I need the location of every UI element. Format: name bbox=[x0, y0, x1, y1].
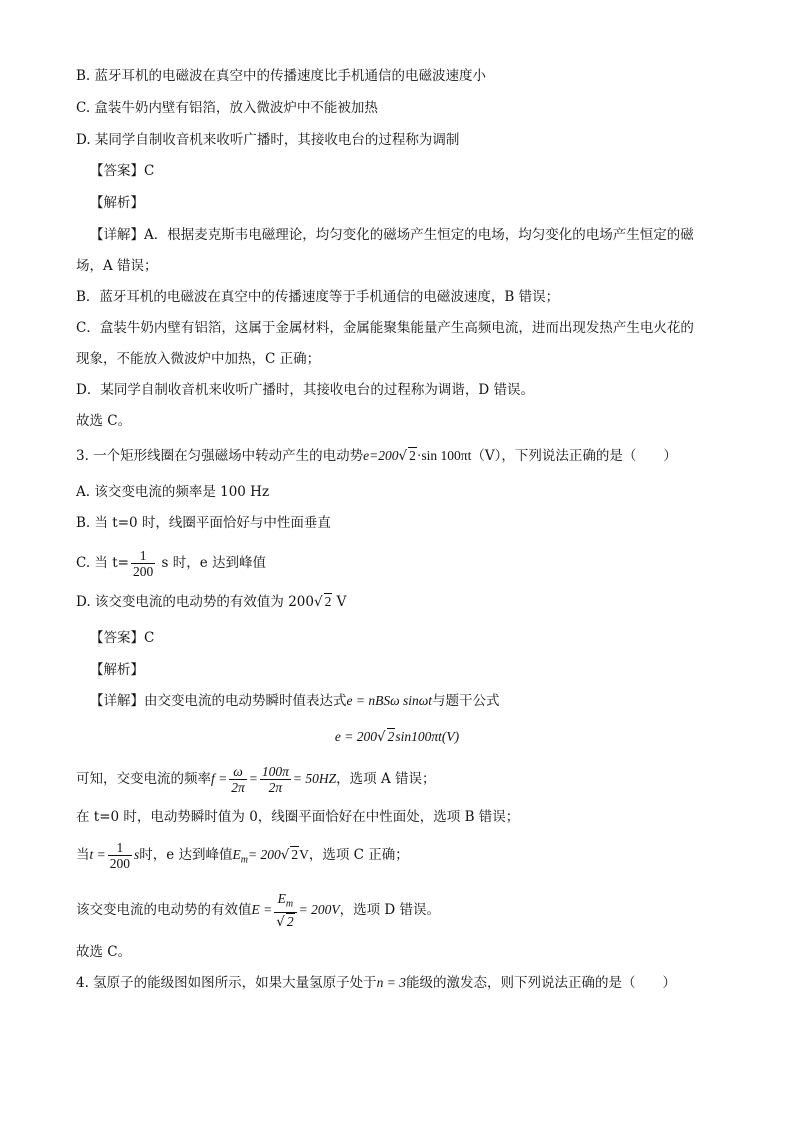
q3-peak-subscript: m bbox=[240, 854, 249, 866]
q4-stem-tail: 能级的激发态，则下列说法正确的是（ ） bbox=[406, 975, 677, 991]
q3-detail-line-1-text: 【详解】由交变电流的电动势瞬时值表达式 bbox=[90, 693, 347, 709]
q3-time-unit: s bbox=[134, 847, 140, 862]
q4-stem-equation: n = 3 bbox=[376, 975, 407, 990]
q3-detail-line-5-tail: ，选项 D 错误。 bbox=[339, 901, 440, 918]
q3-detail-line-4-tail: ，选项 C 正确； bbox=[308, 847, 409, 863]
q2-detail-line-2: 场，A 错误； bbox=[76, 258, 158, 274]
q3-detail-line-5 bbox=[76, 891, 440, 930]
q3-option-c-tail: s 时，e 达到峰值 bbox=[157, 555, 267, 571]
q3-frequency-result: = 50HZ bbox=[292, 771, 337, 786]
q3-frequency-fraction-2 bbox=[260, 764, 291, 795]
q2-detail-line-3: B．蓝牙耳机的电磁波在真空中的传播速度等于手机通信的电磁波速度，B 错误； bbox=[76, 289, 560, 305]
q3-option-d-text: D. 该交变电流的电动势的有效值为 200 bbox=[76, 594, 314, 610]
q3-option-c-denominator: 200 bbox=[132, 564, 154, 579]
q3-peak-unit: V bbox=[299, 847, 309, 862]
q2-option-d: D. 某同学自制收音机来收听广播时，其接收电台的过程称为调制 bbox=[76, 132, 460, 148]
q3-peak-equals: = 200 bbox=[248, 847, 281, 862]
q2-detail-line-4: C．盒装牛奶内壁有铝箔，这属于金属材料，金属能聚集能量产生高频电流，进而出现发热产生电火花的 bbox=[76, 320, 694, 336]
q3-detail-line-1 bbox=[90, 691, 500, 711]
q3-stem-text: 3. 一个矩形线圈在匀强磁场中转动产生的电动势 bbox=[76, 448, 364, 464]
q3-option-d-radicand: 2 bbox=[324, 594, 332, 609]
q3-stem: 3. 一个矩形线圈在匀强磁场中转动产生的电动势e=200√ 2·sin 100πt（V），下列说法正确的是（ ） bbox=[76, 448, 677, 464]
q2-option-b: B. 蓝牙耳机的电磁波在真空中的传播速度比手机通信的电磁波速度小 bbox=[76, 68, 487, 84]
q3-effective-numerator-symbol: E bbox=[277, 891, 286, 906]
q3-option-d: D. 该交变电流的电动势的有效值为 200√ 2 V bbox=[76, 594, 347, 610]
q2-detail-line-5: 现象，不能放入微波炉中加热，C 正确； bbox=[76, 351, 321, 367]
q3-option-c bbox=[76, 548, 266, 579]
q2-conclusion: 故选 C。 bbox=[76, 413, 132, 429]
q3-conclusion: 故选 C。 bbox=[76, 944, 132, 960]
q3-frequency-symbol: f = bbox=[211, 771, 228, 786]
q3-option-d-tail: V bbox=[332, 594, 347, 610]
q3-display-equation-rhs: sin100πt(V) bbox=[395, 729, 460, 744]
q3-option-b: B. 当 t=0 时，线圈平面恰好与中性面垂直 bbox=[76, 515, 331, 531]
q3-analysis-label: 【解析】 bbox=[90, 662, 144, 678]
q3-frequency-fraction-2-numerator: 100π bbox=[261, 764, 289, 779]
q3-effective-fraction bbox=[274, 891, 296, 930]
q3-time-fraction bbox=[108, 840, 132, 871]
q3-detail-line-4: 当t = $\frac{1}{200}$ s时，e 达到峰值$E_m= 200√$ 2V，选项 C 正确； bbox=[76, 840, 409, 871]
q3-detail-line-2-tail: ，选项 A 错误； bbox=[336, 771, 436, 787]
q3-detail-line-1-tail: 与题干公式 bbox=[432, 693, 500, 709]
q3-option-c-fraction bbox=[131, 548, 155, 579]
q3-effective-fraction-denominator: √ 2 bbox=[276, 913, 294, 930]
q2-detail-line-1: 【详解】A．根据麦克斯韦电磁理论，均匀变化的磁场产生恒定的电场，均匀变化的电场产生恒定的磁 bbox=[90, 227, 694, 243]
q3-frequency-fraction-1 bbox=[229, 764, 247, 795]
q3-effective-fraction-numerator bbox=[274, 891, 296, 913]
q2-option-c: C. 盒装牛奶内壁有铝箔，放入微波炉中不能被加热 bbox=[76, 100, 378, 116]
q3-detail-line-4-text: 当 bbox=[76, 847, 90, 863]
q3-frequency-fraction-1-numerator: ω bbox=[229, 764, 247, 780]
q2-detail-line-6: D．某同学自制收音机来收听广播时，其接收电台的过程称为调谐，D 错误。 bbox=[76, 382, 534, 398]
q3-option-c-text: C. 当 t= bbox=[76, 555, 129, 571]
q3-peak-symbol: E bbox=[232, 847, 241, 862]
q3-detail-line-1-equation: e = nBSω sinωt bbox=[346, 693, 433, 708]
q3-stem-equation: e=200 bbox=[363, 448, 399, 463]
q3-time-fraction-numerator: 1 bbox=[108, 840, 132, 856]
q3-time-symbol: t = bbox=[89, 847, 106, 862]
q3-effective-symbol: E = bbox=[251, 901, 273, 917]
q3-answer: 【答案】C bbox=[90, 630, 155, 646]
q3-effective-denominator-radicand: 2 bbox=[286, 913, 294, 929]
q3-frequency-fraction-2-denominator: 2π bbox=[268, 780, 283, 795]
q2-analysis-label: 【解析】 bbox=[90, 195, 144, 211]
q3-detail-line-4-mid: 时，e 达到峰值 bbox=[139, 847, 233, 863]
q4-stem bbox=[76, 973, 676, 993]
q3-detail-line-5-text: 该交变电流的电动势的有效值 bbox=[76, 901, 252, 918]
q3-frequency-fraction-1-denominator: 2π bbox=[231, 780, 245, 795]
q3-display-equation: e = 200√ 2sin100πt(V) bbox=[334, 729, 460, 745]
q3-option-c-numerator: 1 bbox=[131, 548, 155, 564]
q3-detail-line-2-text: 可知，交变电流的频率 bbox=[76, 771, 211, 787]
q3-option-a: A. 该交变电流的频率是 100 Hz bbox=[76, 484, 270, 500]
q2-answer: 【答案】C bbox=[90, 163, 155, 179]
q3-time-fraction-denominator: 200 bbox=[109, 856, 130, 871]
q3-stem-radicand: 2 bbox=[409, 448, 416, 463]
q3-display-equation-radicand: 2 bbox=[387, 729, 395, 744]
q3-display-equation-lhs: e = 200 bbox=[334, 729, 377, 744]
q4-stem-text: 4. 氢原子的能级图如图所示，如果大量氢原子处于 bbox=[76, 975, 377, 991]
q3-stem-tail: （V），下列说法正确的是（ ） bbox=[471, 448, 677, 464]
q3-effective-numerator-subscript: m bbox=[285, 898, 294, 910]
q3-peak-radicand: 2 bbox=[291, 847, 299, 862]
q3-detail-line-2: 可知，交变电流的频率f = $\frac{\omega}{2\pi}$ = $\frac{100\pi}{2\pi}$ = 50HZ，选项 A 错误； bbox=[76, 764, 436, 795]
q3-detail-line-3: 在 t=0 时，电动势瞬时值为 0，线圈平面恰好在中性面处，选项 B 错误； bbox=[76, 809, 520, 825]
q3-stem-function: ·sin 100πt bbox=[416, 448, 472, 463]
q3-effective-result: = 200V bbox=[298, 901, 340, 917]
